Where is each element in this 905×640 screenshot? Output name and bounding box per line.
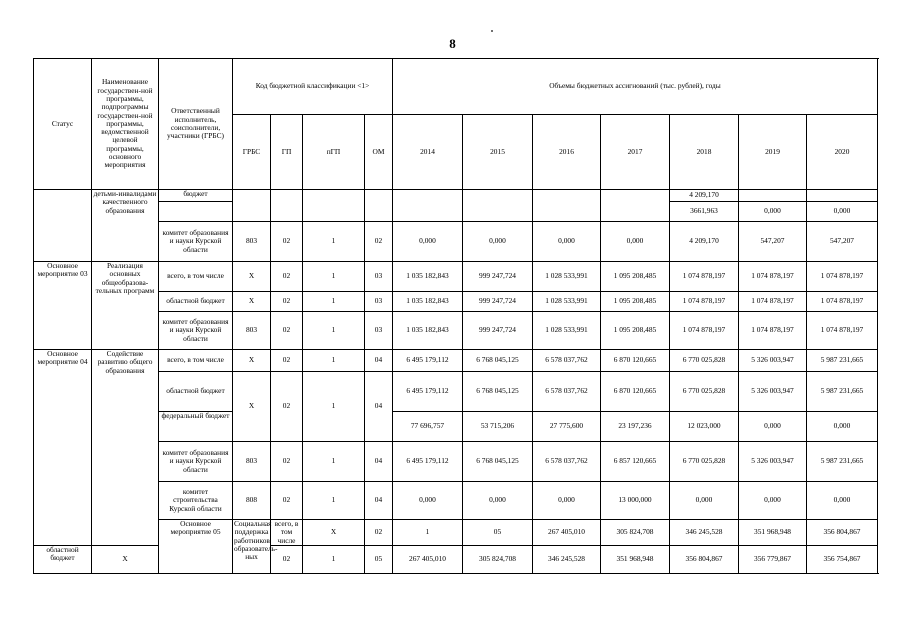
executor-cell: областной бюджет [159, 372, 233, 412]
gp-cell: 02 [271, 350, 303, 372]
pgp-cell: 1 [303, 292, 365, 312]
table-row [34, 350, 878, 372]
om-cell: 03 [365, 312, 393, 350]
header-om: ОМ [365, 115, 393, 190]
om-cell: 03 [365, 292, 393, 312]
pgp-cell: 1 [303, 545, 365, 573]
value-cell: 0,000 [393, 222, 463, 262]
value-cell: 6 770 025,828 [670, 442, 739, 482]
value-cell: 1 095 208,485 [601, 292, 670, 312]
value-cell: 356 754,867 [807, 545, 878, 573]
executor-cell: бюджет [159, 190, 233, 202]
table-row [34, 442, 878, 482]
value-cell: 1 074 878,197 [739, 292, 807, 312]
gp-cell [271, 190, 303, 222]
gp-cell: 02 [271, 312, 303, 350]
om-cell: 04 [365, 372, 393, 442]
event-name: Социальная поддержка работников образователь-ных [233, 520, 271, 574]
value-cell: 27 775,600 [533, 412, 601, 442]
value-cell: 23 197,236 [601, 412, 670, 442]
grbs-cell: X [303, 520, 365, 546]
value-cell: 0,000 [463, 222, 533, 262]
value-cell: 0,000 [807, 482, 878, 520]
executor-cell: комитет образования и науки Курской области [159, 222, 233, 262]
grbs-cell: 808 [233, 482, 271, 520]
event-name: Содействие развитию общего образования [92, 350, 159, 546]
om-cell: 02 [365, 222, 393, 262]
value-cell: 356 804,867 [670, 545, 739, 573]
status-cell: Основное мероприятие 05 [159, 520, 233, 574]
event-name: Реализация основных общеобразова-тельных программ [92, 262, 159, 350]
header-grbs: ГРБС [233, 115, 271, 190]
value-cell: 5 987 231,665 [807, 442, 878, 482]
grbs-cell: X [233, 350, 271, 372]
value-cell: 6 578 037,762 [533, 372, 601, 412]
value-cell: 547,207 [739, 222, 807, 262]
om-cell [365, 190, 393, 222]
value-cell: 1 035 182,843 [393, 262, 463, 292]
value-cell: 1 095 208,485 [601, 262, 670, 292]
executor-cell: федеральный бюджет [159, 412, 233, 442]
pgp-cell: 1 [303, 372, 365, 442]
executor-cell: комитет образования и науки Курской области [159, 442, 233, 482]
value-cell: 0,000 [807, 412, 878, 442]
value-cell: 356 804,867 [807, 520, 878, 546]
header-year: 2015 [463, 115, 533, 190]
om-cell: 05 [365, 545, 393, 573]
scan-dot [491, 30, 493, 32]
value-cell: 6 578 037,762 [533, 350, 601, 372]
pgp-cell: 1 [303, 442, 365, 482]
pgp-cell: 1 [303, 222, 365, 262]
page-number: 8 [449, 36, 456, 51]
value-cell: 351 968,948 [601, 545, 670, 573]
value-cell: 6 495 179,112 [393, 442, 463, 482]
value-cell: 1 028 533,991 [533, 262, 601, 292]
value-cell: 999 247,724 [463, 262, 533, 292]
header-year: 2020 [807, 115, 878, 190]
value-cell: 53 715,206 [463, 412, 533, 442]
header-year: 2014 [393, 115, 463, 190]
value-cell: 6 857 120,665 [601, 442, 670, 482]
value-cell: 6 495 179,112 [393, 350, 463, 372]
executor-cell: комитет строительства Курской области [159, 482, 233, 520]
header-kbk: Код бюджетной классификации <1> [233, 59, 393, 115]
value-cell: 1 074 878,197 [670, 312, 739, 350]
value-cell: 13 000,000 [601, 482, 670, 520]
om-cell: 04 [365, 350, 393, 372]
value-cell: 4 209,170 [670, 190, 739, 202]
status-cell: Основное мероприятие 03 [34, 262, 92, 350]
value-cell [463, 190, 533, 222]
value-cell: 346 245,528 [533, 545, 601, 573]
table-row [34, 222, 878, 262]
value-cell: 1 074 878,197 [807, 292, 878, 312]
value-cell [533, 190, 601, 222]
value-cell [601, 190, 670, 222]
om-cell: 04 [365, 482, 393, 520]
grbs-cell [233, 190, 271, 222]
value-cell: 6 768 045,125 [463, 350, 533, 372]
value-cell: 1 035 182,843 [393, 292, 463, 312]
header-year: 2018 [670, 115, 739, 190]
pgp-cell: 1 [393, 520, 463, 546]
value-cell: 1 074 878,197 [739, 262, 807, 292]
value-cell: 0,000 [533, 222, 601, 262]
gp-cell: 02 [271, 482, 303, 520]
value-cell: 999 247,724 [463, 292, 533, 312]
value-cell: 305 824,708 [601, 520, 670, 546]
value-cell: 1 074 878,197 [807, 262, 878, 292]
value-cell [393, 190, 463, 222]
value-cell: 77 696,757 [393, 412, 463, 442]
value-cell: 1 074 878,197 [670, 292, 739, 312]
grbs-cell: X [233, 292, 271, 312]
executor-cell: всего, в том числе [159, 350, 233, 372]
executor-cell: комитет образования и науки Курской области [159, 312, 233, 350]
event-name: детьми-инвалидами качественного образования [92, 190, 159, 262]
value-cell: 6 770 025,828 [670, 350, 739, 372]
table-row [34, 292, 878, 312]
value-cell: 0,000 [670, 482, 739, 520]
header-name: Наименование государствен-ной программы, подпрограммы государствен-ной программы, ведомственной целевой программы, основного мероприятия [92, 59, 159, 190]
table-row [34, 372, 878, 412]
pgp-cell: 1 [303, 312, 365, 350]
value-cell: 1 035 182,843 [393, 312, 463, 350]
budget-table [33, 58, 878, 574]
value-cell: 351 968,948 [739, 520, 807, 546]
value-cell: 3661,963 [670, 202, 739, 222]
value-cell: 6 768 045,125 [463, 442, 533, 482]
grbs-cell: 803 [233, 442, 271, 482]
table-row [34, 412, 878, 442]
table-row [34, 520, 878, 546]
executor-cell: областной бюджет [159, 292, 233, 312]
gp-cell: 02 [271, 442, 303, 482]
value-cell: 305 824,708 [463, 545, 533, 573]
value-cell: 0,000 [393, 482, 463, 520]
value-cell: 999 247,724 [463, 312, 533, 350]
om-cell: 04 [365, 442, 393, 482]
value-cell: 5 326 003,947 [739, 350, 807, 372]
value-cell: 5 987 231,665 [807, 350, 878, 372]
header-pgp: пГП [303, 115, 365, 190]
executor-cell [159, 202, 233, 222]
value-cell: 547,207 [807, 222, 878, 262]
value-cell: 0,000 [739, 202, 807, 222]
value-cell: 5 326 003,947 [739, 372, 807, 412]
header-status: Статус [34, 59, 92, 190]
value-cell: 1 074 878,197 [739, 312, 807, 350]
header-year: 2016 [533, 115, 601, 190]
value-cell [739, 190, 807, 202]
value-cell: 0,000 [601, 222, 670, 262]
value-cell [807, 190, 878, 202]
executor-cell: всего, в том числе [271, 520, 303, 546]
pgp-cell [303, 190, 365, 222]
value-cell: 346 245,528 [670, 520, 739, 546]
value-cell: 0,000 [807, 202, 878, 222]
gp-cell: 02 [271, 222, 303, 262]
grbs-cell: X [233, 262, 271, 292]
value-cell: 267 405,010 [533, 520, 601, 546]
value-cell: 356 779,867 [739, 545, 807, 573]
grbs-cell: 803 [233, 312, 271, 350]
gp-cell: 02 [365, 520, 393, 546]
om-cell: 03 [365, 262, 393, 292]
value-cell: 6 870 120,665 [601, 350, 670, 372]
value-cell: 0,000 [533, 482, 601, 520]
value-cell: 1 074 878,197 [670, 262, 739, 292]
table-row [34, 482, 878, 520]
value-cell: 0,000 [463, 482, 533, 520]
value-cell: 1 028 533,991 [533, 312, 601, 350]
header-year: 2017 [601, 115, 670, 190]
grbs-cell: X [92, 545, 159, 573]
grbs-cell: X [233, 372, 271, 442]
pgp-cell: 1 [303, 350, 365, 372]
om-cell: 05 [463, 520, 533, 546]
table-row [34, 312, 878, 350]
value-cell: 4 209,170 [670, 222, 739, 262]
header-gp: ГП [271, 115, 303, 190]
value-cell: 1 028 533,991 [533, 292, 601, 312]
value-cell: 12 023,000 [670, 412, 739, 442]
value-cell: 6 870 120,665 [601, 372, 670, 412]
table-row [34, 190, 878, 202]
value-cell: 6 578 037,762 [533, 442, 601, 482]
value-cell: 5 326 003,947 [739, 442, 807, 482]
executor-cell: всего, в том числе [159, 262, 233, 292]
value-cell: 0,000 [739, 482, 807, 520]
header-year: 2019 [739, 115, 807, 190]
grbs-cell: 803 [233, 222, 271, 262]
gp-cell: 02 [271, 292, 303, 312]
header-executor: Ответственный исполнитель, соисполнители, участники (ГРБС) [159, 59, 233, 190]
value-cell: 6 770 025,828 [670, 372, 739, 412]
value-cell: 6 768 045,125 [463, 372, 533, 412]
gp-cell: 02 [271, 372, 303, 442]
status-cell [34, 190, 92, 262]
value-cell: 0,000 [739, 412, 807, 442]
table-row [34, 262, 878, 292]
pgp-cell: 1 [303, 482, 365, 520]
value-cell: 1 095 208,485 [601, 312, 670, 350]
value-cell: 267 405,010 [393, 545, 463, 573]
pgp-cell: 1 [303, 262, 365, 292]
executor-cell: областной бюджет [34, 545, 92, 573]
header-volumes: Объемы бюджетных ассигнований (тыс. рублей), годы [393, 59, 878, 115]
gp-cell: 02 [271, 262, 303, 292]
value-cell: 5 987 231,665 [807, 372, 878, 412]
value-cell: 1 074 878,197 [807, 312, 878, 350]
status-cell: Основное мероприятие 04 [34, 350, 92, 546]
gp-cell: 02 [271, 545, 303, 573]
value-cell: 6 495 179,112 [393, 372, 463, 412]
